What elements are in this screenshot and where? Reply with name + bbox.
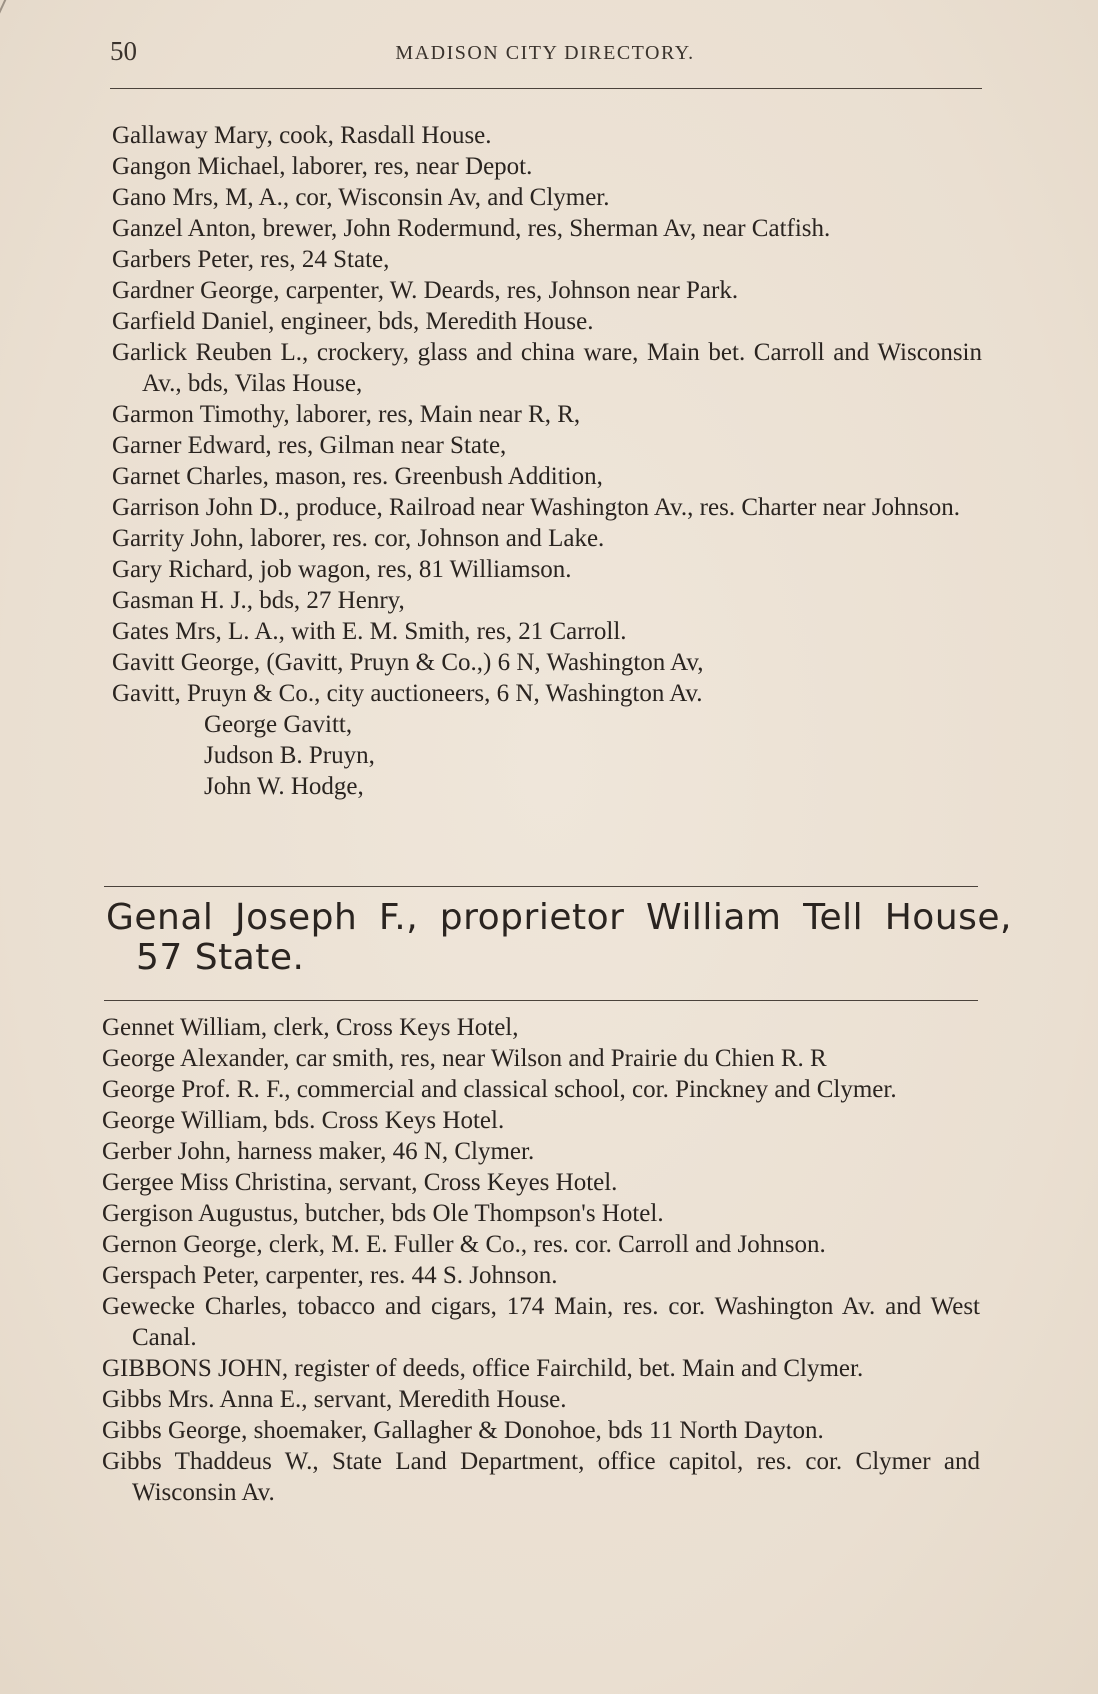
directory-entry: Gavitt George, (Gavitt, Pruyn & Co.,) 6 N, Washington Av,	[112, 649, 704, 676]
advert-rule-top	[104, 886, 978, 887]
directory-entry: Garfield Daniel, engineer, bds, Meredith House.	[112, 308, 594, 335]
directory-entries-second	[102, 1012, 980, 1508]
directory-entry: Gibbs Thaddeus W., State Land Department, office capitol, res. cor. Clymer and Wisconsin Av.	[102, 1448, 980, 1506]
directory-entry: Gates Mrs, L. A., with E. M. Smith, res, 21 Carroll.	[112, 618, 627, 645]
directory-entry: GIBBONS JOHN, register of deeds, office Fairchild, bet. Main and Clymer.	[102, 1355, 864, 1382]
advert-entry: Genal Joseph F., proprietor William Tell House, 57 State.	[106, 897, 1012, 978]
directory-entry: Gary Richard, job wagon, res, 81 Williamson.	[112, 556, 572, 583]
directory-entry: Garlick Reuben L., crockery, glass and china ware, Main bet. Carroll and Wisconsin Av., bds, Vilas House,	[112, 339, 982, 397]
directory-entry: Garner Edward, res, Gilman near State,	[112, 432, 507, 459]
partner-name: Judson B. Pruyn,	[204, 742, 375, 769]
directory-entry: Gano Mrs, M, A., cor, Wisconsin Av, and Clymer.	[112, 184, 610, 211]
directory-entry: Ganzel Anton, brewer, John Rodermund, res, Sherman Av, near Catfish.	[112, 215, 831, 242]
page-number: 50	[110, 36, 137, 66]
directory-entry: Gangon Michael, laborer, res, near Depot.	[112, 153, 533, 180]
directory-entry: Gerspach Peter, carpenter, res. 44 S. Johnson.	[102, 1262, 558, 1289]
directory-entry: George Prof. R. F., commercial and classical school, cor. Pinckney and Clymer.	[102, 1076, 897, 1103]
directory-entry: Gallaway Mary, cook, Rasdall House.	[112, 122, 492, 149]
directory-entry: Gasman H. J., bds, 27 Henry,	[112, 587, 405, 614]
page-header	[110, 36, 980, 66]
directory-entry: Gardner George, carpenter, W. Deards, res, Johnson near Park.	[112, 277, 739, 304]
directory-entry: Garrity John, laborer, res. cor, Johnson and Lake.	[112, 525, 605, 552]
directory-entry: Gibbs George, shoemaker, Gallagher & Donohoe, bds 11 North Dayton.	[102, 1417, 824, 1444]
directory-entry: George Alexander, car smith, res, near Wilson and Prairie du Chien R. R	[102, 1045, 827, 1072]
directory-entry: Gerber John, harness maker, 46 N, Clymer.	[102, 1138, 535, 1165]
directory-entry: Gernon George, clerk, M. E. Fuller & Co., res. cor. Carroll and Johnson.	[102, 1231, 826, 1258]
advert-rule-bottom	[104, 1000, 978, 1001]
partner-name: John W. Hodge,	[204, 773, 364, 800]
directory-entry: Garbers Peter, res, 24 State,	[112, 246, 390, 273]
header-rule	[110, 88, 982, 89]
directory-entry: Gavitt, Pruyn & Co., city auctioneers, 6 N, Washington Av.	[112, 680, 703, 707]
directory-entry: Gennet William, clerk, Cross Keys Hotel,	[102, 1014, 519, 1041]
running-title: MADISON CITY DIRECTORY.	[395, 42, 695, 64]
directory-entry: Gewecke Charles, tobacco and cigars, 174 Main, res. cor. Washington Av. and West Canal.	[102, 1293, 980, 1351]
pencil-mark	[0, 0, 8, 51]
directory-entry: Garnet Charles, mason, res. Greenbush Addition,	[112, 463, 603, 490]
directory-entry: Garmon Timothy, laborer, res, Main near R, R,	[112, 401, 581, 428]
directory-entry: Gergison Augustus, butcher, bds Ole Thompson's Hotel.	[102, 1200, 664, 1227]
directory-entries-first	[112, 120, 982, 802]
directory-entry: Gergee Miss Christina, servant, Cross Keyes Hotel.	[102, 1169, 618, 1196]
directory-entry: Garrison John D., produce, Railroad near Washington Av., res. Charter near Johnson.	[112, 494, 961, 521]
directory-entry: Gibbs Mrs. Anna E., servant, Meredith House.	[102, 1386, 567, 1413]
directory-entry: George William, bds. Cross Keys Hotel.	[102, 1107, 505, 1134]
partner-name: George Gavitt,	[204, 711, 353, 738]
